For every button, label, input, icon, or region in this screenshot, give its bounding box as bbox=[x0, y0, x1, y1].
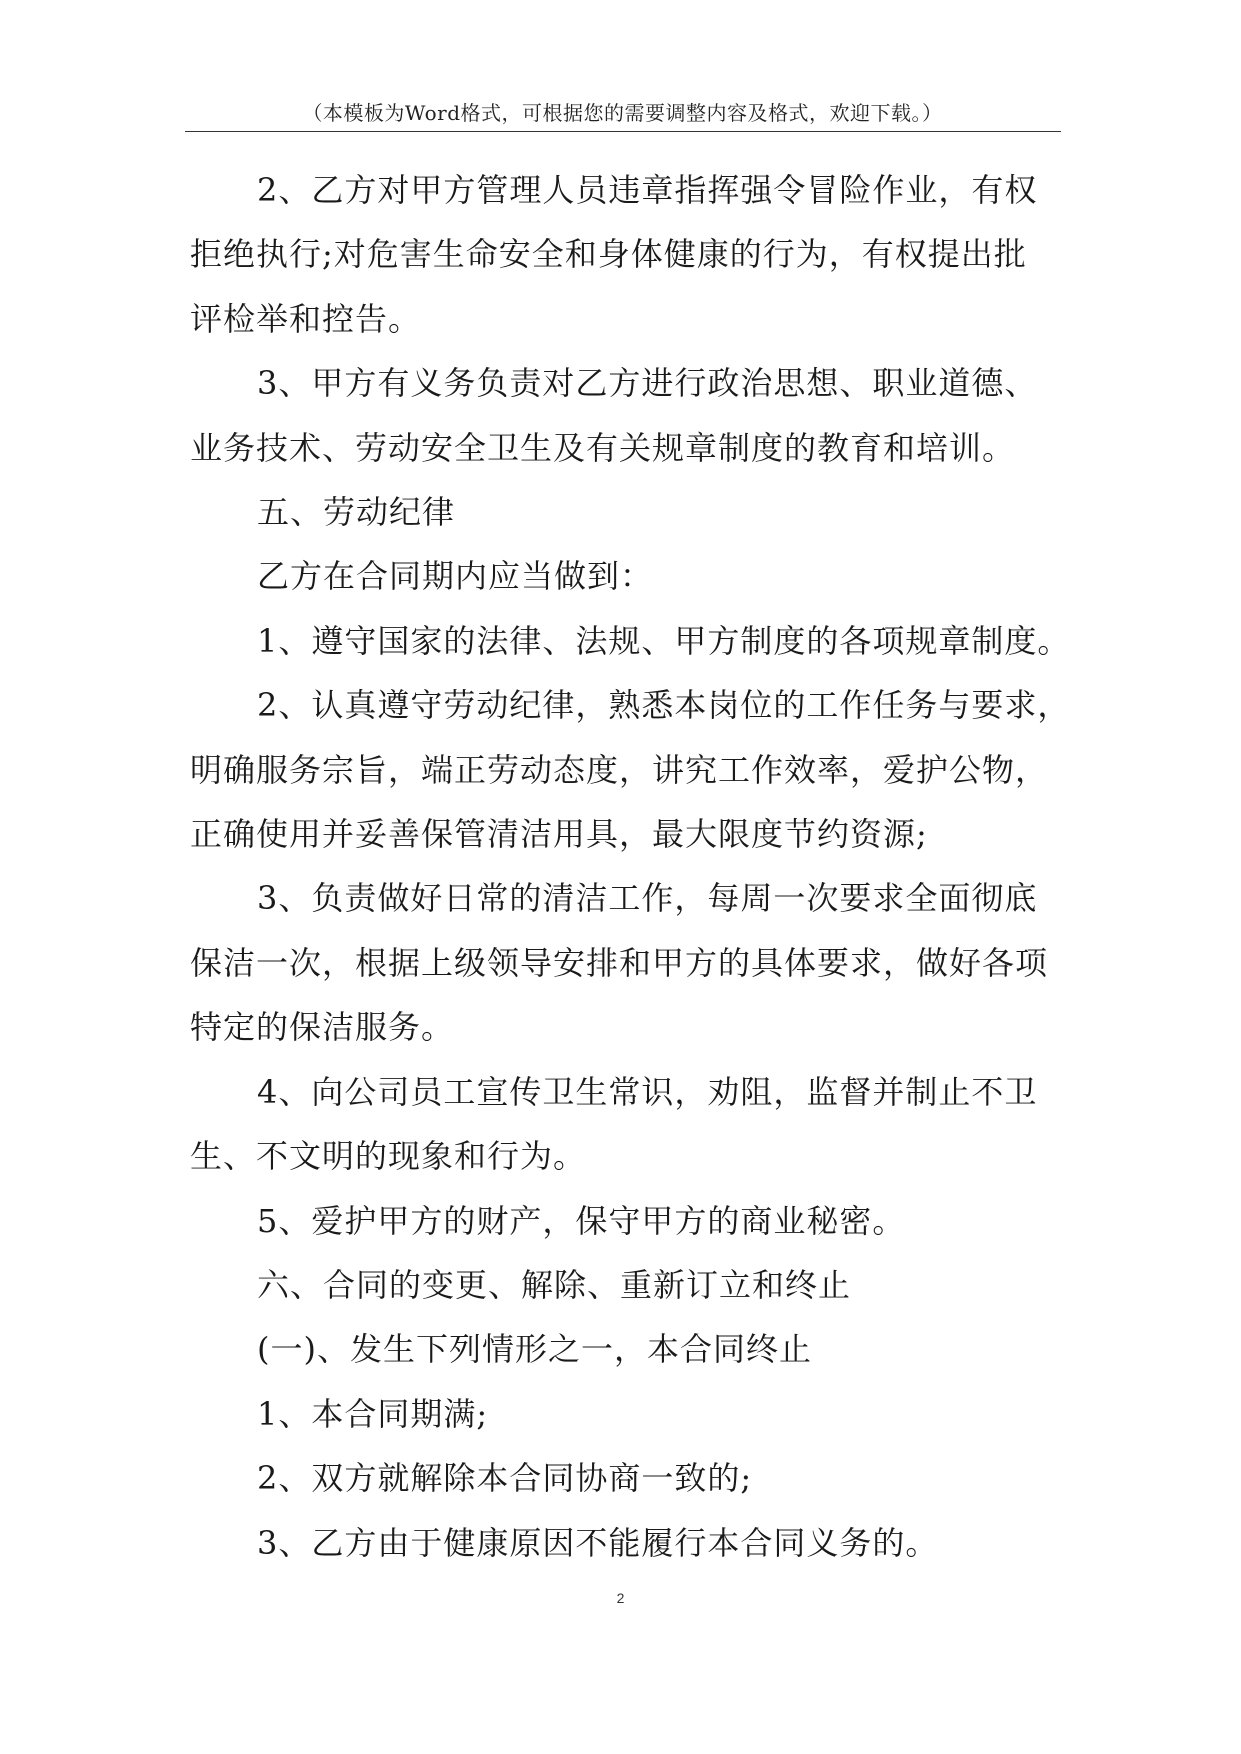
paragraph bbox=[190, 158, 1070, 351]
paragraph bbox=[190, 1317, 1070, 1381]
text-line: 拒绝执行;对危害生命安全和身体健康的行为，有权提出批 bbox=[190, 235, 1027, 274]
text-line: 正确使用并妥善保管清洁用具，最大限度节约资源; bbox=[190, 815, 928, 854]
text-line: 生、不文明的现象和行为。 bbox=[190, 1137, 587, 1176]
text-line: 3、甲方有义务负责对乙方进行政治思想、职业道德、 bbox=[257, 364, 1038, 403]
paragraph bbox=[190, 673, 1070, 866]
section-heading bbox=[190, 480, 1070, 544]
page-number: 2 bbox=[616, 1590, 625, 1606]
text-line: 4、向公司员工宣传卫生常识，劝阻，监督并制止不卫 bbox=[257, 1072, 1038, 1111]
paragraph bbox=[190, 1446, 1070, 1510]
paragraph bbox=[190, 1189, 1070, 1253]
text-line: 2、认真遵守劳动纪律，熟悉本岗位的工作任务与要求， bbox=[257, 686, 1071, 725]
text-line: 保洁一次，根据上级领导安排和甲方的具体要求，做好各项 bbox=[190, 943, 1049, 982]
document-body bbox=[190, 158, 1070, 1575]
paragraph bbox=[190, 1382, 1070, 1446]
text-line: 特定的保洁服务。 bbox=[190, 1008, 455, 1047]
paragraph bbox=[190, 866, 1070, 1059]
text-line: 1、遵守国家的法律、法规、甲方制度的各项规章制度。 bbox=[257, 621, 1071, 660]
text-line: 六、合同的变更、解除、重新订立和终止 bbox=[257, 1265, 852, 1304]
paragraph bbox=[190, 351, 1070, 480]
header-divider bbox=[185, 131, 1061, 132]
header-note: （本模板为Word格式，可根据您的需要调整内容及格式，欢迎下载。） bbox=[302, 101, 943, 125]
text-line: 1、本合同期满; bbox=[257, 1394, 489, 1433]
text-line: 2、乙方对甲方管理人员违章指挥强令冒险作业，有权 bbox=[257, 171, 1038, 209]
text-line: 3、负责做好日常的清洁工作，每周一次要求全面彻底 bbox=[257, 879, 1038, 918]
section-heading bbox=[190, 1253, 1070, 1317]
paragraph bbox=[190, 544, 1070, 608]
text-line: 五、劳动纪律 bbox=[257, 493, 456, 532]
text-line: 2、双方就解除本合同协商一致的; bbox=[257, 1459, 753, 1498]
text-line: 评检举和控告。 bbox=[190, 299, 422, 338]
text-line: 业务技术、劳动安全卫生及有关规章制度的教育和培训。 bbox=[190, 428, 1016, 467]
text-line: 3、乙方由于健康原因不能履行本合同义务的。 bbox=[257, 1523, 939, 1562]
text-line: 明确服务宗旨，端正劳动态度，讲究工作效率，爱护公物， bbox=[190, 750, 1049, 789]
text-line: 5、爱护甲方的财产，保守甲方的商业秘密。 bbox=[257, 1201, 906, 1240]
text-line: (一)、发生下列情形之一，本合同终止 bbox=[257, 1330, 812, 1369]
paragraph bbox=[190, 609, 1070, 673]
paragraph bbox=[190, 1060, 1070, 1189]
paragraph bbox=[190, 1511, 1070, 1575]
text-line: 乙方在合同期内应当做到： bbox=[257, 557, 654, 596]
